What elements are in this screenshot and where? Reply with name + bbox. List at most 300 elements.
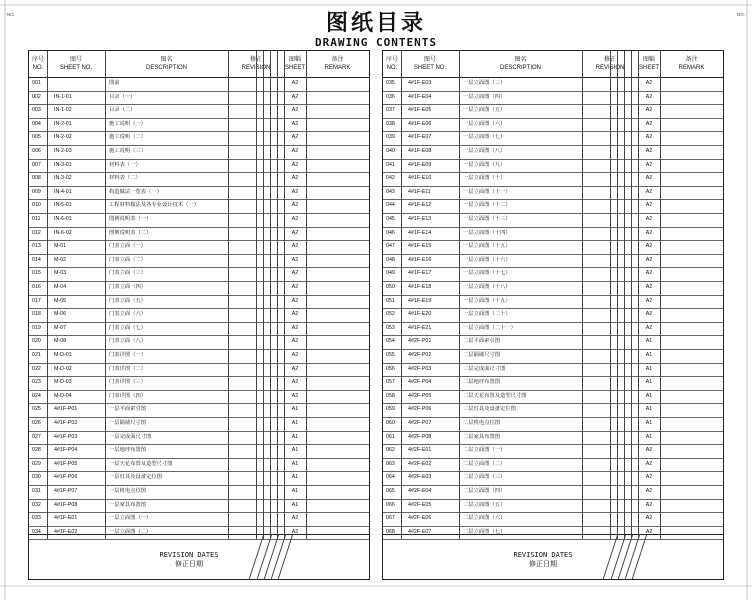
- table-row: [383, 240, 723, 255]
- cell-description: 门表立面（一）: [109, 243, 147, 250]
- cell-no: 056: [386, 365, 395, 372]
- cell-sheet-no: IN-3-01: [54, 161, 72, 168]
- header-label-en: DESCRIPTION: [499, 65, 541, 71]
- cell-sheet-no: 4#1F-P01: [54, 406, 78, 413]
- cell-description: 图例说明表（一）: [109, 216, 152, 222]
- cell-description: 门表立面（五）: [109, 297, 147, 304]
- cell-sheet-size: A2: [645, 488, 653, 494]
- grid-line: [617, 51, 618, 539]
- table-row: [383, 295, 723, 310]
- cell-description: 一层立面图（九）: [463, 161, 506, 168]
- revision-slash-line: [603, 535, 618, 579]
- grid-line: [459, 51, 460, 539]
- table-row: [383, 363, 723, 378]
- table-row: [29, 308, 369, 323]
- revision-dates-en: REVISION DATES: [159, 551, 219, 559]
- cell-sheet-size: A2: [645, 501, 653, 508]
- cell-description: 二层立面图（三）: [463, 474, 506, 481]
- revision-dates-label: [139, 551, 239, 569]
- cell-no: 007: [32, 161, 41, 168]
- grid-line: [263, 51, 264, 539]
- cell-description: 一层立面图（十九）: [463, 297, 511, 304]
- cell-sheet-size: A2: [291, 528, 299, 535]
- table-row: [383, 172, 723, 187]
- cell-sheet-size: A2: [645, 202, 653, 209]
- cell-sheet-no: 4#2F-P04: [408, 379, 432, 386]
- cell-no: 017: [32, 297, 41, 304]
- cell-sheet-no: M-07: [54, 324, 67, 331]
- cell-no: 055: [386, 352, 395, 358]
- grid-line: [638, 51, 639, 539]
- cell-no: 037: [386, 107, 395, 114]
- header-label-cn: 图号: [69, 57, 82, 63]
- cell-sheet-size: A1: [645, 392, 653, 399]
- cell-description: 二层立面图（七）: [463, 528, 506, 535]
- cell-description: 一层立面图（八）: [463, 148, 506, 154]
- cell-sheet-no: 4#1F-E15: [408, 243, 432, 250]
- cell-sheet-size: A2: [291, 107, 299, 114]
- cell-no: 058: [386, 392, 395, 399]
- cell-description: 目录（一）: [109, 93, 136, 100]
- header-label-en: SHEET: [284, 65, 305, 71]
- cell-sheet-no: 4#1F-P05: [54, 460, 78, 467]
- cell-no: 004: [32, 120, 41, 127]
- cell-description: 一层立面图（十六）: [463, 256, 511, 263]
- cell-sheet-no: 4#2F-P06: [408, 406, 432, 413]
- cell-no: 020: [32, 338, 41, 345]
- header-label-cn: 修正: [603, 57, 616, 63]
- table-row: [383, 77, 723, 92]
- table-row: [29, 227, 369, 242]
- cell-sheet-size: A2: [645, 229, 653, 236]
- cell-sheet-size: A2: [291, 188, 299, 195]
- cell-sheet-size: A1: [645, 406, 653, 413]
- cell-sheet-size: A2: [291, 202, 299, 209]
- cell-no: 011: [32, 216, 41, 222]
- cell-no: 005: [32, 134, 41, 141]
- cell-sheet-size: A2: [291, 175, 299, 182]
- cell-sheet-size: A2: [291, 297, 299, 304]
- cell-description: 一层立面图（十七）: [463, 270, 511, 277]
- cell-sheet-no: 4#1F-E01: [54, 515, 78, 522]
- cell-description: 一层隔墙尺寸图: [109, 420, 147, 426]
- cell-sheet-no: IN-3-02: [54, 175, 72, 182]
- cell-sheet-no: 4#1F-E20: [408, 311, 432, 318]
- table-row: [29, 145, 369, 160]
- table-row: [29, 199, 369, 214]
- cell-description: 一层立面图（二十）: [463, 311, 511, 318]
- cell-no: 035: [386, 80, 395, 86]
- page-subtitle: DRAWING CONTENTS: [315, 36, 437, 49]
- cell-sheet-size: A2: [645, 80, 653, 86]
- cell-no: 036: [386, 93, 395, 100]
- table-row: [383, 335, 723, 350]
- cell-sheet-no: 4#1F-E06: [408, 120, 432, 127]
- header-label-en: NO.: [386, 65, 398, 71]
- header-label-cn: 图名: [160, 57, 173, 63]
- cell-description: 门表立面（三）: [109, 270, 147, 277]
- table-row: [383, 431, 723, 446]
- cell-description: 二层灯具及设备定位图: [463, 406, 516, 413]
- cell-description: 二层平面索引图: [463, 338, 501, 345]
- cell-no: 041: [386, 161, 395, 168]
- header-remark: [306, 51, 369, 77]
- cell-description: 目录（二）: [109, 107, 136, 114]
- table-row: [383, 118, 723, 133]
- cell-sheet-size: A2: [645, 134, 653, 141]
- cell-description: 一层立面图（六）: [463, 120, 506, 127]
- table-row: [29, 363, 369, 378]
- cell-description: 二层完成面尺寸图: [463, 365, 506, 372]
- cell-sheet-no: M-04: [54, 284, 67, 290]
- table-row: [383, 376, 723, 391]
- header-label-en: REVISION: [595, 65, 625, 71]
- table-row: [29, 254, 369, 269]
- cell-no: 010: [32, 202, 41, 209]
- cell-description: 二层机电点位图: [463, 420, 501, 426]
- table-row: [29, 431, 369, 446]
- cell-sheet-size: A1: [291, 501, 299, 508]
- cell-no: 008: [32, 175, 41, 182]
- cell-no: 016: [32, 284, 41, 290]
- header-sheet: [638, 51, 660, 77]
- table-row: [29, 159, 369, 174]
- header-remark: [660, 51, 723, 77]
- cell-sheet-no: 4#2F-P03: [408, 365, 432, 372]
- cell-sheet-no: 4#1F-P06: [54, 474, 78, 481]
- cell-description: 一层机电点位图: [109, 488, 147, 494]
- cell-no: 053: [386, 324, 395, 331]
- cell-sheet-no: 4#1F-E18: [408, 284, 432, 290]
- cell-no: 032: [32, 501, 41, 508]
- table-row: [29, 322, 369, 337]
- cell-sheet-no: 4#1F-E02: [54, 528, 78, 535]
- table-row: [29, 390, 369, 405]
- cell-sheet-no: IN-2-01: [54, 120, 72, 127]
- table-row: [383, 227, 723, 242]
- table-row: [383, 390, 723, 405]
- cell-no: 022: [32, 365, 41, 372]
- cell-description: 门表详图（一）: [109, 352, 147, 358]
- grid-line: [610, 51, 611, 539]
- grid-line: [270, 51, 271, 539]
- cell-sheet-size: A2: [645, 175, 653, 182]
- cell-description: 二层天花布置及造型尺寸图: [463, 392, 527, 399]
- table-row: [29, 458, 369, 473]
- table-row: [383, 444, 723, 459]
- cell-no: 039: [386, 134, 395, 141]
- table-row: [383, 485, 723, 500]
- cell-no: 019: [32, 324, 41, 331]
- cell-description: 一层立面图（十四）: [463, 229, 511, 236]
- grid-line: [306, 51, 307, 539]
- table-row: [383, 458, 723, 473]
- cell-sheet-size: A2: [645, 460, 653, 467]
- cell-description: 门表立面（八）: [109, 338, 147, 345]
- table-header: [383, 51, 723, 78]
- cell-description: 一层立面图（四）: [463, 93, 506, 100]
- cell-sheet-size: A2: [291, 93, 299, 100]
- cell-sheet-size: A2: [645, 311, 653, 318]
- grid-line: [631, 51, 632, 539]
- table-row: [29, 471, 369, 486]
- cell-sheet-no: M-D-01: [54, 352, 72, 358]
- table-row: [29, 77, 369, 92]
- cell-sheet-size: A1: [291, 447, 299, 454]
- cell-no: 065: [386, 488, 395, 494]
- cell-sheet-no: 4#1F-E14: [408, 229, 432, 236]
- header-sheet-no: [47, 51, 105, 77]
- header-label-en: REMARK: [324, 65, 351, 71]
- cell-description: 二层立面图（二）: [463, 460, 506, 467]
- table-row: [29, 267, 369, 282]
- cell-description: 一层立面图（一）: [109, 515, 152, 522]
- table-row: [29, 172, 369, 187]
- table-row: [29, 499, 369, 514]
- cell-sheet-size: A1: [291, 433, 299, 440]
- revision-dates-footer: [383, 534, 723, 579]
- contents-table-left: [28, 50, 370, 580]
- cell-no: 059: [386, 406, 395, 413]
- cell-sheet-no: 4#1F-E16: [408, 256, 432, 263]
- cell-description: 工程材料做法及各专业设计技术（一）: [109, 202, 200, 209]
- revision-dates-label: [493, 551, 593, 569]
- cell-no: 031: [32, 488, 41, 494]
- table-row: [29, 186, 369, 201]
- cell-no: 054: [386, 338, 395, 345]
- cell-description: 二层家具布置图: [463, 433, 501, 440]
- cell-no: 051: [386, 297, 395, 304]
- cell-sheet-no: M-02: [54, 256, 67, 263]
- cell-description: 门表详图（四）: [109, 392, 147, 399]
- cell-description: 一层立面图（十三）: [463, 216, 511, 222]
- cell-no: 003: [32, 107, 41, 114]
- cell-description: 一层立面图（十八）: [463, 284, 511, 290]
- table-row: [383, 308, 723, 323]
- cell-no: 040: [386, 148, 395, 154]
- revision-dates-cn: 修正日期: [529, 560, 557, 568]
- cell-sheet-size: A2: [291, 120, 299, 127]
- cell-sheet-no: 4#1F-E10: [408, 175, 432, 182]
- revision-slash-line: [632, 535, 647, 579]
- grid-line: [401, 51, 402, 539]
- table-row: [383, 349, 723, 364]
- cell-sheet-size: A2: [645, 324, 653, 331]
- cell-description: 一层立面图（二十一）: [463, 324, 516, 331]
- grid-line: [660, 51, 661, 539]
- cell-description: 一层立面图（二）: [109, 528, 152, 535]
- table-row: [29, 417, 369, 432]
- cell-sheet-no: 4#1F-E17: [408, 270, 432, 277]
- table-row: [383, 199, 723, 214]
- cell-sheet-no: 4#1F-E05: [408, 107, 432, 114]
- cell-description: 门表立面（六）: [109, 311, 147, 318]
- table-row: [383, 267, 723, 282]
- cell-sheet-size: A2: [645, 256, 653, 263]
- cell-description: 一层立面图（三）: [463, 80, 506, 86]
- cell-sheet-size: A2: [645, 107, 653, 114]
- cell-no: 063: [386, 460, 395, 467]
- cell-description: 门表立面（七）: [109, 324, 147, 331]
- cell-sheet-size: A2: [291, 134, 299, 141]
- cell-no: 029: [32, 460, 41, 467]
- header-label-en: REVISION: [241, 65, 271, 71]
- cell-sheet-no: 4#1F-P02: [54, 420, 78, 426]
- cell-no: 002: [32, 93, 41, 100]
- header-description: [105, 51, 228, 77]
- cell-sheet-no: M-03: [54, 270, 67, 277]
- cell-no: 049: [386, 270, 395, 277]
- cell-no: 025: [32, 406, 41, 413]
- cell-description: 图例说明表（二）: [109, 229, 152, 236]
- table-row: [29, 376, 369, 391]
- header-label-en: REMARK: [678, 65, 705, 71]
- table-row: [29, 131, 369, 146]
- revision-dates-cn: 修正日期: [175, 560, 203, 568]
- cell-no: 066: [386, 501, 395, 508]
- table-row: [383, 512, 723, 527]
- cell-sheet-no: 4#1F-P08: [54, 501, 78, 508]
- cell-sheet-size: A2: [291, 515, 299, 522]
- cell-no: 015: [32, 270, 41, 277]
- cell-description: 施工说明（一）: [109, 120, 147, 127]
- table-row: [383, 322, 723, 337]
- table-row: [29, 335, 369, 350]
- grid-line: [582, 51, 583, 539]
- header-no: [29, 51, 47, 77]
- table-row: [29, 281, 369, 296]
- cell-sheet-no: IN-2-03: [54, 148, 72, 154]
- cell-description: 一层立面图（十一）: [463, 188, 511, 195]
- cell-sheet-size: A1: [291, 406, 299, 413]
- cell-sheet-size: A1: [645, 420, 653, 426]
- header-label-cn: 序号: [31, 57, 44, 63]
- table-row: [383, 91, 723, 106]
- cell-sheet-no: M-01: [54, 243, 67, 250]
- table-row: [29, 118, 369, 133]
- cell-sheet-size: A2: [645, 515, 653, 522]
- cell-no: 021: [32, 352, 41, 358]
- cell-sheet-size: A2: [645, 120, 653, 127]
- cell-sheet-size: A2: [645, 447, 653, 454]
- cell-no: 043: [386, 188, 395, 195]
- revision-slash-line: [249, 535, 264, 579]
- contents-table-right: [382, 50, 724, 580]
- cell-sheet-size: A1: [291, 474, 299, 481]
- cell-description: 一层平面索引图: [109, 406, 147, 413]
- cell-sheet-size: A2: [291, 352, 299, 358]
- table-row: [383, 281, 723, 296]
- cell-sheet-no: 4#2F-E05: [408, 501, 432, 508]
- cell-description: 一层立面图（十五）: [463, 243, 511, 250]
- cell-sheet-size: A2: [291, 216, 299, 222]
- cell-sheet-no: IN-6-01: [54, 216, 72, 222]
- cell-sheet-size: A2: [291, 324, 299, 331]
- cell-description: 门表立面（二）: [109, 256, 147, 263]
- cell-sheet-size: A1: [645, 338, 653, 345]
- cell-description: 一层立面图（七）: [463, 134, 506, 141]
- cell-no: 034: [32, 528, 41, 535]
- cell-sheet-no: 4#1F-E12: [408, 202, 432, 209]
- table-row: [383, 417, 723, 432]
- cell-description: 构造做法一览表（一）: [109, 188, 162, 195]
- cell-no: 052: [386, 311, 395, 318]
- cell-sheet-size: A2: [645, 188, 653, 195]
- table-row: [29, 485, 369, 500]
- cell-sheet-no: 4#1F-E03: [408, 80, 432, 86]
- cell-sheet-no: 4#1F-E07: [408, 134, 432, 141]
- cell-sheet-no: 4#2F-P01: [408, 338, 432, 345]
- cell-sheet-size: A2: [645, 297, 653, 304]
- cell-no: 012: [32, 229, 41, 236]
- cell-description: 一层完成面尺寸图: [109, 433, 152, 440]
- cell-sheet-size: A1: [645, 365, 653, 372]
- cell-sheet-no: 4#2F-P07: [408, 420, 432, 426]
- table-row: [383, 159, 723, 174]
- cell-sheet-no: IN-6-02: [54, 229, 72, 236]
- cell-no: 061: [386, 433, 395, 440]
- grid-line: [256, 51, 257, 539]
- table-row: [383, 131, 723, 146]
- cell-no: 050: [386, 284, 395, 290]
- header-no: [383, 51, 401, 77]
- table-row: [383, 403, 723, 418]
- cell-sheet-size: A2: [291, 161, 299, 168]
- cell-sheet-no: 4#2F-E03: [408, 474, 432, 481]
- header-label-cn: 备注: [331, 57, 344, 63]
- cell-sheet-no: 4#2F-E04: [408, 488, 432, 494]
- table-header: [29, 51, 369, 78]
- cell-sheet-size: A2: [291, 270, 299, 277]
- header-label-en: DESCRIPTION: [145, 65, 187, 71]
- table-row: [29, 512, 369, 527]
- cell-description: 一层灯具及设备定位图: [109, 474, 162, 481]
- cell-sheet-no: M-D-03: [54, 379, 72, 386]
- cell-sheet-no: 4#2F-P05: [408, 392, 432, 399]
- cell-no: 027: [32, 433, 41, 440]
- cell-description: 门表立面（四）: [109, 284, 147, 290]
- cell-sheet-no: 4#1F-E11: [408, 188, 431, 195]
- cell-description: 一层立面图（五）: [463, 107, 506, 114]
- cell-no: 057: [386, 379, 395, 386]
- cell-sheet-size: A2: [291, 379, 299, 386]
- cell-sheet-size: A2: [291, 365, 299, 372]
- cell-sheet-size: A2: [291, 80, 299, 86]
- cell-sheet-no: M-D-02: [54, 365, 72, 372]
- cell-no: 018: [32, 311, 41, 318]
- cell-sheet-size: A1: [291, 420, 299, 426]
- cell-no: 001: [32, 80, 41, 86]
- cell-sheet-size: A2: [291, 148, 299, 154]
- cell-sheet-no: 4#1F-E09: [408, 161, 432, 168]
- table-row: [383, 145, 723, 160]
- table-row: [383, 254, 723, 269]
- cell-sheet-no: IN-1-01: [54, 93, 72, 100]
- cell-description: 一层地坪布置图: [109, 447, 147, 454]
- cell-sheet-no: 4#1F-E04: [408, 93, 432, 100]
- table-row: [383, 186, 723, 201]
- cell-sheet-no: 4#1F-E21: [408, 324, 432, 331]
- header-label-en: SHEET NO.: [413, 65, 447, 71]
- cell-description: 一层家具布置图: [109, 501, 147, 508]
- grid-line: [228, 51, 229, 539]
- table-row: [29, 444, 369, 459]
- cell-sheet-size: A1: [291, 488, 299, 494]
- cell-sheet-size: A2: [645, 148, 653, 154]
- cell-sheet-no: M-05: [54, 297, 67, 304]
- header-sheet-no: [401, 51, 459, 77]
- cell-no: 033: [32, 515, 41, 522]
